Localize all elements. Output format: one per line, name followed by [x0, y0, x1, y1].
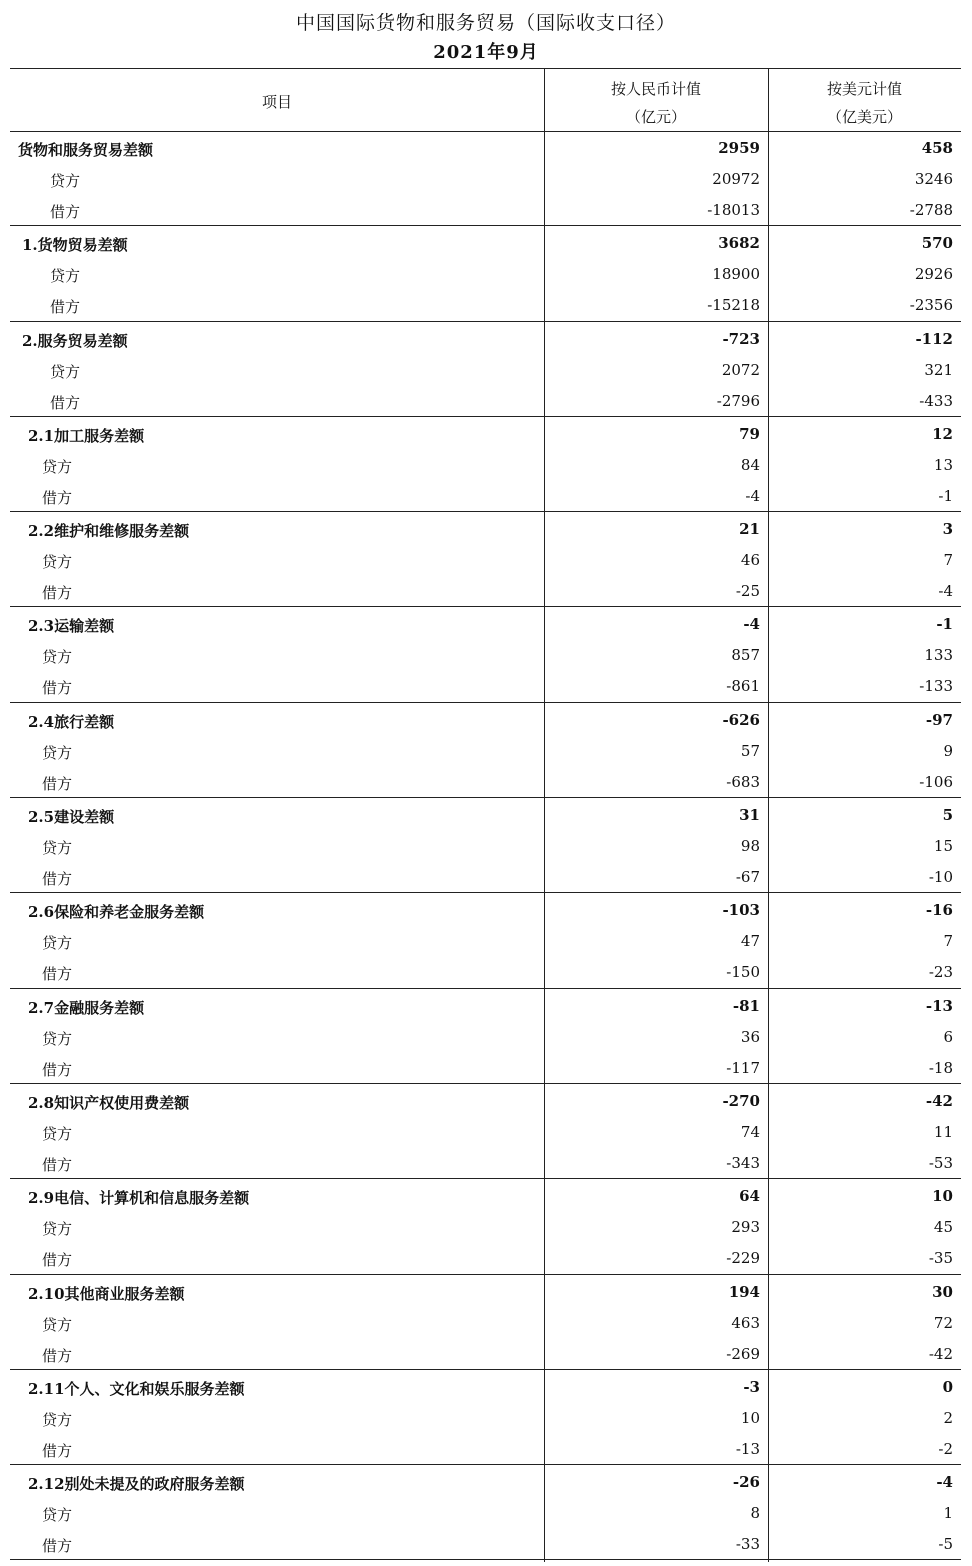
usd-value: -133	[919, 677, 953, 696]
usd-value: 45	[933, 1218, 953, 1237]
usd-value: -1	[938, 486, 953, 505]
usd-value: 15	[933, 837, 953, 856]
cny-value: 64	[739, 1187, 760, 1206]
usd-value: 72	[933, 1313, 953, 1332]
usd-value: -5	[938, 1535, 953, 1554]
cny-value: -18013	[707, 201, 760, 219]
cny-value: 18900	[712, 265, 760, 284]
usd-value: -112	[915, 329, 953, 348]
usd-value: 458	[921, 139, 953, 157]
row-label: 贷方	[42, 1506, 73, 1525]
cny-value: -343	[726, 1153, 760, 1172]
table-row-credit	[10, 450, 961, 481]
table-row-debit	[10, 481, 961, 512]
table-row-debit	[10, 386, 961, 417]
usd-value: 3	[942, 520, 953, 539]
row-label: 贷方	[50, 267, 81, 286]
table-period: 2021年9月	[433, 42, 539, 63]
row-label: 借方	[42, 488, 73, 507]
table-title: 中国国际货物和服务贸易（国际收支口径）	[295, 12, 676, 34]
table-row-group	[10, 893, 961, 988]
table-row-group	[10, 322, 961, 417]
row-label: 货物和服务贸易差额	[18, 141, 154, 159]
usd-value: -433	[919, 391, 953, 410]
table-row-debit	[10, 1148, 961, 1179]
usd-value: -42	[925, 1091, 953, 1110]
cny-value: 57	[740, 741, 760, 760]
usd-value: 12	[932, 424, 953, 443]
cny-value: 98	[740, 837, 760, 856]
row-label: 借方	[42, 1155, 73, 1174]
usd-value: 10	[932, 1187, 953, 1206]
table-row-debit	[10, 1243, 961, 1274]
cny-value: 8	[750, 1504, 760, 1523]
table-row-credit	[10, 1308, 961, 1339]
row-label: 借方	[42, 1346, 73, 1365]
row-label: 借方	[42, 679, 73, 698]
table-row-balance	[10, 419, 961, 450]
cny-value: -626	[722, 710, 760, 729]
table-row-credit	[10, 831, 961, 862]
row-label: 2.8知识产权使用费差额	[28, 1093, 190, 1112]
row-label: 2.3运输差额	[28, 617, 115, 636]
row-label: 贷方	[42, 457, 73, 476]
table-row-debit	[10, 862, 961, 893]
table-row-debit	[10, 1434, 961, 1465]
cny-value: -269	[726, 1344, 760, 1363]
usd-value: 133	[924, 646, 953, 665]
usd-value: 2	[943, 1408, 953, 1427]
cny-value: -26	[732, 1473, 760, 1492]
cny-value: 21	[739, 520, 760, 539]
table-row-debit	[10, 1529, 961, 1560]
table-header	[10, 68, 961, 132]
table-row-group	[10, 131, 961, 226]
usd-value: 9	[943, 741, 953, 760]
table-row-balance	[10, 609, 961, 640]
usd-value: 7	[943, 551, 953, 570]
cny-value: -683	[726, 772, 760, 791]
table-row-group	[10, 512, 961, 607]
usd-value: -1	[936, 615, 953, 634]
table-row-debit	[10, 1339, 961, 1370]
table-row-credit	[10, 1403, 961, 1434]
table-row-credit	[10, 926, 961, 957]
row-label: 借方	[42, 1060, 73, 1079]
usd-value: -35	[928, 1249, 953, 1268]
row-label: 2.4旅行差额	[28, 712, 115, 731]
cny-value: -3	[743, 1377, 760, 1396]
usd-value: -13	[925, 996, 953, 1015]
header-cny-label: 按人民币计值	[610, 80, 701, 98]
header-usd-unit: （亿美元）	[826, 108, 902, 126]
usd-value: -2	[938, 1439, 953, 1458]
usd-value: -97	[925, 710, 953, 729]
usd-value: 6	[943, 1027, 953, 1046]
row-label: 借方	[50, 393, 81, 412]
cny-value: 31	[739, 806, 760, 825]
usd-value: -4	[936, 1473, 953, 1492]
table-row-balance	[10, 133, 961, 164]
cny-value: 47	[740, 932, 760, 951]
cny-value: -4	[743, 615, 760, 634]
table-row-group	[10, 1370, 961, 1465]
table-row-group	[10, 226, 961, 321]
usd-value: -53	[928, 1153, 953, 1172]
row-label: 贷方	[42, 1315, 73, 1334]
row-label: 借方	[50, 298, 81, 317]
row-label: 2.9电信、计算机和信息服务差额	[28, 1189, 250, 1208]
table-row-debit	[10, 1053, 961, 1084]
cny-value: -33	[735, 1535, 760, 1554]
table-row-group	[10, 1275, 961, 1370]
row-label: 贷方	[50, 172, 81, 190]
cny-value: -67	[735, 868, 760, 887]
usd-value: 1	[943, 1504, 953, 1523]
cny-value: -270	[722, 1091, 760, 1110]
table-row-balance	[10, 1467, 961, 1498]
cny-value: -81	[732, 996, 760, 1015]
usd-value: -42	[928, 1344, 953, 1363]
table-row-balance	[10, 895, 961, 926]
table-row-balance	[10, 705, 961, 736]
row-label: 2.6保险和养老金服务差额	[28, 903, 205, 922]
usd-value: 11	[933, 1122, 953, 1141]
table-row-group	[10, 989, 961, 1084]
row-label: 2.2维护和维修服务差额	[28, 522, 190, 541]
cny-value: -2796	[716, 391, 760, 410]
row-label: 1.货物贸易差额	[22, 236, 128, 255]
row-label: 2.服务贸易差额	[22, 331, 128, 350]
table-row-credit	[10, 259, 961, 290]
cny-value: -229	[726, 1249, 760, 1268]
usd-value: -18	[928, 1058, 953, 1077]
row-label: 贷方	[42, 1029, 73, 1048]
cny-value: -13	[735, 1439, 760, 1458]
table-row-balance	[10, 1086, 961, 1117]
cny-value: -15218	[707, 296, 760, 315]
table-body	[10, 131, 961, 1560]
usd-value: 30	[932, 1282, 953, 1301]
table-row-credit	[10, 1022, 961, 1053]
cny-value: -723	[722, 329, 760, 348]
cny-value: 20972	[712, 170, 760, 188]
row-label: 贷方	[42, 648, 73, 667]
cny-value: 79	[739, 424, 760, 443]
table-row-group	[10, 1179, 961, 1274]
cny-value: 84	[740, 455, 760, 474]
table-row-debit	[10, 576, 961, 607]
table-row-balance	[10, 991, 961, 1022]
table-row-balance	[10, 1277, 961, 1308]
header-cny	[544, 75, 768, 131]
row-label: 借方	[42, 774, 73, 793]
cny-value: 2072	[721, 360, 760, 379]
row-label: 2.1加工服务差额	[28, 426, 145, 445]
table-row-balance	[10, 324, 961, 355]
usd-value: 3246	[914, 170, 953, 188]
table-row-credit	[10, 164, 961, 195]
row-label: 贷方	[42, 1410, 73, 1429]
header-item: 项目	[261, 93, 292, 111]
row-label: 借方	[42, 870, 73, 889]
row-label: 借方	[42, 584, 73, 603]
cny-value: -103	[722, 901, 760, 920]
row-label: 2.10其他商业服务差额	[28, 1284, 185, 1303]
row-label: 贷方	[42, 743, 73, 762]
cny-value: -861	[726, 677, 760, 696]
row-label: 2.11个人、文化和娱乐服务差额	[28, 1379, 245, 1398]
cny-value: 194	[728, 1282, 760, 1301]
table-row-credit	[10, 1212, 961, 1243]
usd-value: -2788	[909, 201, 953, 219]
row-label: 2.5建设差额	[28, 808, 115, 827]
row-label: 2.12别处未提及的政府服务差额	[28, 1475, 245, 1494]
table-row-group	[10, 417, 961, 512]
usd-value: -16	[925, 901, 953, 920]
table-row-debit	[10, 195, 961, 226]
cny-value: 3682	[718, 234, 760, 253]
table-row-group	[10, 1084, 961, 1179]
table-row-balance	[10, 1372, 961, 1403]
usd-value: -4	[938, 582, 953, 601]
usd-value: 5	[942, 806, 953, 825]
cny-value: 10	[740, 1408, 760, 1427]
table-row-debit	[10, 290, 961, 321]
row-label: 贷方	[42, 1220, 73, 1239]
cny-value: 46	[740, 551, 760, 570]
table-row-debit	[10, 957, 961, 988]
row-label: 贷方	[42, 934, 73, 953]
table-row-group	[10, 607, 961, 702]
usd-value: 321	[924, 360, 953, 379]
row-label: 借方	[50, 203, 81, 221]
row-label: 借方	[42, 1441, 73, 1460]
cny-value: -150	[726, 963, 760, 982]
cny-value: -4	[745, 486, 760, 505]
table-row-balance	[10, 800, 961, 831]
table-row-group	[10, 703, 961, 798]
usd-value: -10	[928, 868, 953, 887]
table-row-credit	[10, 1117, 961, 1148]
header-cny-unit: （亿元）	[625, 108, 686, 126]
table-row-credit	[10, 736, 961, 767]
usd-value: 13	[933, 455, 953, 474]
row-label: 借方	[42, 965, 73, 984]
row-label: 贷方	[42, 839, 73, 858]
row-label: 借方	[42, 1537, 73, 1556]
usd-value: 7	[943, 932, 953, 951]
table-row-credit	[10, 1498, 961, 1529]
usd-value: 2926	[914, 265, 953, 284]
row-label: 借方	[42, 1251, 73, 1270]
table-row-balance	[10, 228, 961, 259]
table-row-group	[10, 1465, 961, 1560]
cny-value: 293	[731, 1218, 760, 1237]
table-row-balance	[10, 514, 961, 545]
usd-value: 0	[942, 1377, 953, 1396]
table-row-debit	[10, 767, 961, 798]
usd-value: -2356	[909, 296, 953, 315]
usd-value: -23	[928, 963, 953, 982]
table-row-credit	[10, 640, 961, 671]
table-row-balance	[10, 1181, 961, 1212]
row-label: 2.7金融服务差额	[28, 998, 145, 1017]
row-label: 贷方	[42, 1124, 73, 1143]
header-usd	[768, 75, 961, 131]
cny-value: 857	[731, 646, 760, 665]
cny-value: 2959	[718, 139, 760, 157]
usd-value: -106	[919, 772, 953, 791]
cny-value: 36	[740, 1027, 760, 1046]
table-row-debit	[10, 671, 961, 702]
table-row-credit	[10, 545, 961, 576]
row-label: 贷方	[42, 553, 73, 572]
cny-value: -25	[735, 582, 760, 601]
cny-value: 463	[731, 1313, 760, 1332]
row-label: 贷方	[50, 362, 81, 381]
cny-value: -117	[726, 1058, 760, 1077]
cny-value: 74	[740, 1122, 760, 1141]
table-row-group	[10, 798, 961, 893]
usd-value: 570	[921, 234, 953, 253]
table-row-credit	[10, 355, 961, 386]
header-usd-label: 按美元计值	[826, 80, 902, 98]
